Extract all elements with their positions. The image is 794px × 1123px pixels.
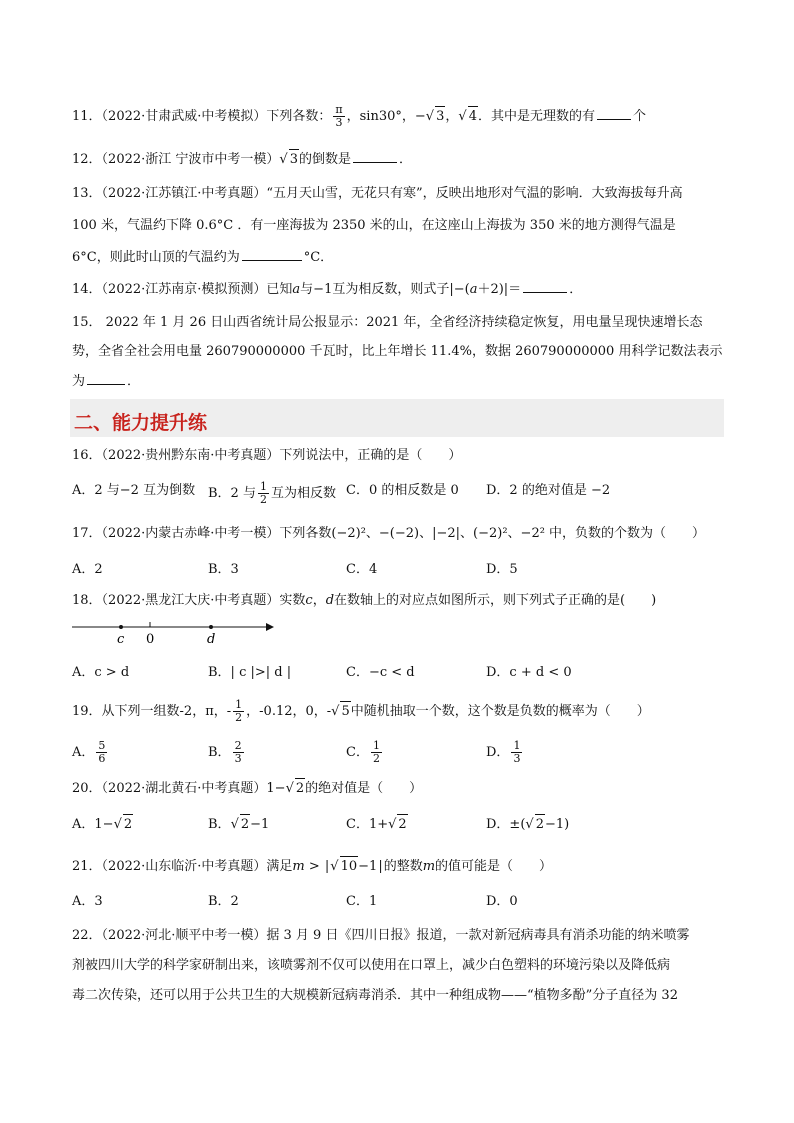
option-a[interactable]: A．2 与−2 互为倒数 [72,483,196,498]
option-d[interactable] [486,814,569,835]
answer-blank[interactable] [353,150,397,163]
frac-num: 1 [235,698,243,711]
q14-prefix: 14．（2022·江苏南京·模拟预测）已知 [72,282,293,297]
option-b[interactable]: B．| c |>| d | [208,665,292,680]
axis-label-d: d [207,632,216,647]
var-m: m [292,859,305,874]
q21-prefix: 21．（2022·山东临沂·中考真题）满足 [72,859,293,874]
answer-blank[interactable] [523,280,567,293]
fraction [233,699,244,724]
frac-den: 6 [98,752,106,765]
frac-den: 2 [259,493,267,506]
question-13-line-1: 13．（2022·江苏镇江·中考真题）“五月天山雪，无花只有寒”，反映出地形对气温的影响．大致海拔每升高 [72,186,683,201]
q11-end: 个 [632,109,646,124]
option-a[interactable]: A．3 [72,894,103,909]
radicand: 2 [397,814,407,835]
q19-prefix: 19．从下列一组数-2，π，- [72,704,232,719]
option-label: A． [72,745,95,760]
option-b[interactable] [208,481,336,506]
option-a[interactable]: A．c > d [72,665,130,680]
var-a: a [469,282,478,297]
fraction [371,740,382,765]
question-15-line-3 [72,372,140,392]
var-a: a [292,282,301,297]
question-17: 17．（2022·内蒙古赤峰·中考一模）下列各数(−2)²、−(−2)、|−2|、(−2)²、−2² 中，负数的个数为（ ） [72,526,706,541]
frac-num: 1 [259,480,267,493]
option-b-text: 互为相反数 [270,486,336,501]
option-c[interactable] [346,740,384,765]
radical-icon: √ [330,859,339,874]
radicand: 2 [123,814,133,835]
radical-icon: √ [113,817,122,832]
option-text: A．1− [72,817,114,832]
q11-text: ，sin30°， [346,109,415,124]
option-c[interactable]: C．4 [346,562,378,577]
axis-label-0: 0 [146,632,155,647]
question-14 [72,280,582,300]
option-label: B． [208,817,231,832]
option-d[interactable] [486,740,524,765]
question-18 [72,591,656,611]
fraction-pi-over-3 [333,104,344,129]
q14-plus: ＋2)|＝ [477,282,522,297]
q20-tail: 的绝对值是（ ） [305,781,423,796]
option-a[interactable]: A．2 [72,562,103,577]
frac-num: 1 [372,739,380,752]
option-b[interactable]: B．2 [208,894,239,909]
fraction [511,740,522,765]
question-13-line-3 [72,248,333,268]
option-d[interactable]: D．2 的绝对值是 −2 [486,483,611,498]
option-label: B． [208,745,231,760]
q19-tail: 中随机抽取一个数，这个数是负数的概率为（ ） [350,704,650,719]
radical-icon: √ [331,704,340,719]
question-21 [72,856,552,877]
frac-den: 3 [513,752,521,765]
q11-prefix: 11．（2022·甘肃武威·中考模拟）下列各数： [72,109,332,124]
radical-icon: √ [425,109,435,124]
frac-den: 3 [234,752,242,765]
radicand: 3 [435,106,445,127]
answer-blank[interactable] [242,248,302,261]
var-d: d [325,593,335,608]
option-b-prefix: B．2 与 [208,486,256,501]
radicand: 2 [240,814,250,835]
option-c[interactable]: C．−c < d [346,665,415,680]
frac-num: π [335,103,343,116]
abs-bar-left: | [324,859,330,874]
q21-mid: 的整数 [383,859,423,874]
frac-num: 1 [513,739,521,752]
option-b[interactable]: B．3 [208,562,239,577]
radicand: 3 [289,149,299,170]
axis-label-c: c [117,632,125,647]
answer-blank[interactable] [87,372,125,385]
question-22-line-2: 剂被四川大学的科学家研制出来，该喷雾剂不仅可以使用在口罩上，减少白色塑料的环境污染以及降低病 [72,958,671,973]
option-d[interactable]: D．0 [486,894,518,909]
option-c[interactable]: C．0 的相反数是 0 [346,483,459,498]
radicand: 5 [340,701,350,722]
option-text: C．1+ [346,817,389,832]
q12-prefix: 12．（2022·浙江 宁波市中考一模） [72,152,280,167]
frac-num: 5 [98,739,106,752]
option-a[interactable] [72,740,109,765]
point-c [119,625,123,629]
q18-tail: 在数轴上的对应点如图所示，则下列式子正确的是( ) [334,593,657,608]
q14-end: ． [569,282,583,297]
q12-end: ． [399,152,413,167]
option-d[interactable]: D．c + d < 0 [486,665,572,680]
question-12 [72,149,412,170]
q21-tail: 的值可能是（ ） [435,859,553,874]
point-d [209,625,213,629]
minus-one: −1 [358,859,378,874]
var-m: m [422,859,436,874]
radicand: 4 [468,106,478,127]
radicand: 10 [340,856,359,877]
frac-num: 2 [234,739,242,752]
fraction [233,740,244,765]
option-label: D． [486,745,510,760]
question-19 [72,699,650,724]
radical-icon: √ [388,817,397,832]
question-20 [72,778,422,799]
option-b[interactable] [208,814,269,835]
q15-end: ． [127,374,141,389]
radical-icon: √ [285,781,294,796]
minus-sign: − [414,109,426,124]
fraction [258,481,269,506]
option-label: D．±( [486,817,526,832]
q14-mid: 与−1互为相反数，则式子|−( [300,282,470,297]
radical-icon: √ [525,817,534,832]
question-11 [72,104,646,129]
section-title: 二、能力提升练 [74,412,208,434]
question-16: 16．（2022·贵州黔东南·中考真题）下列说法中，正确的是（ ） [72,448,462,463]
radical-icon: √ [279,152,288,167]
question-22-line-1: 22．（2022·河北·顺平中考一模）据 3 月 9 日《四川日报》报道，一款对新冠病毒具有消杀功能的纳米喷雾 [72,928,690,943]
frac-den: 2 [372,752,380,765]
radical-icon: √ [458,109,467,124]
q18-prefix: 18．（2022·黑龙江大庆·中考真题）实数 [72,593,306,608]
arrow-right-icon [266,623,274,631]
q11-tail: ．其中是无理数的有 [477,109,595,124]
option-b[interactable] [208,740,246,765]
q19-mid: ，-0.12，0，- [246,704,332,719]
option-a[interactable] [72,814,133,835]
question-13-line-2: 100 米，气温约下降 0.6°C ．有一座海拔为 2350 米的山，在这座山上海拔为 350 米的地方测得气温是 [72,218,676,233]
frac-den: 2 [235,711,243,724]
q20-prefix: 20．（2022·湖北黄石·中考真题）1− [72,781,286,796]
radicand: 2 [295,778,305,799]
abs-bar-right: | [378,859,383,874]
frac-den: 3 [335,116,343,129]
option-c[interactable]: C．1 [346,894,378,909]
var-c: c [305,593,313,608]
radical-icon: √ [230,817,239,832]
option-c[interactable] [346,814,408,835]
q12-tail: 的倒数是 [298,152,351,167]
question-22-line-3: 毒二次传染，还可以用于公共卫生的大规模新冠病毒消杀．其中一种组成物——“植物多酚”分子直径为 32 [72,988,678,1003]
comma: ， [312,593,326,608]
option-text: −1) [544,817,570,832]
comma: ， [445,109,459,124]
number-line-figure [70,615,280,651]
option-label: C． [346,745,369,760]
option-d[interactable]: D．5 [486,562,518,577]
radicand: 2 [535,814,545,835]
q13-text: 6°C，则此时山顶的气温约为 [72,250,240,265]
question-15-line-1: 15． 2022 年 1 月 26 日山西省统计局公报显示：2021 年，全省经济持续稳定恢复，用电量呈现快速增长态 [72,315,703,330]
question-15-line-2: 势，全省全社会用电量 260790000000 千瓦时，比上年增长 11.4%，数据 260790000000 用科学记数法表示 [72,344,723,359]
fraction [96,740,107,765]
q15-text: 为 [72,374,86,389]
gt-sign: > [304,859,324,874]
option-text: −1 [250,817,270,832]
answer-blank[interactable] [597,107,631,120]
q13-unit: °C． [303,250,334,265]
